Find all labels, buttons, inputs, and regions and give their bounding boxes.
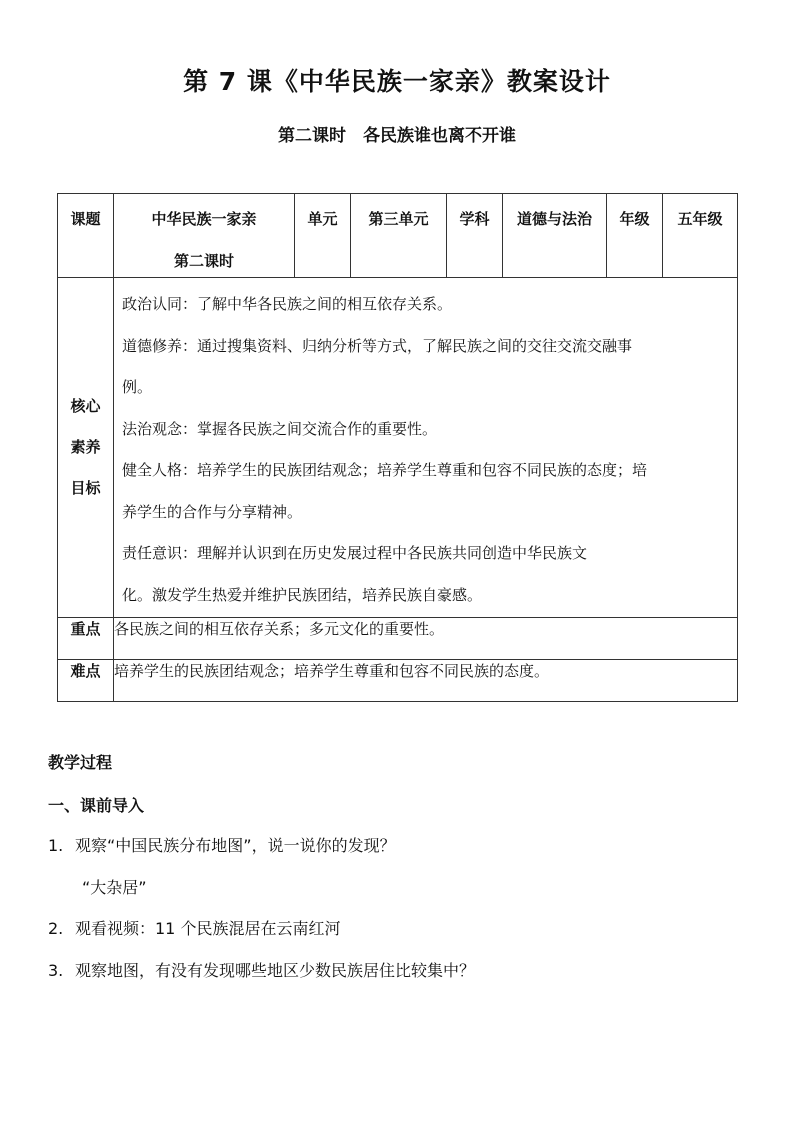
list-text: 观察“中国民族分布地图”，说一说你的发现？ bbox=[75, 836, 396, 855]
list-text: 观看视频：11 个民族混居在云南红河 bbox=[75, 919, 341, 938]
list-text: 观察地图，有没有发现哪些地区少数民族居住比较集中？ bbox=[75, 961, 476, 980]
course-name-line-2: 第二课时 bbox=[173, 252, 234, 270]
header-row bbox=[58, 194, 738, 278]
key-point-row bbox=[58, 618, 738, 660]
list-item bbox=[48, 833, 396, 856]
difficulty-text: 培养学生的民族团结观念；培养学生尊重和包容不同民族的态度。 bbox=[114, 660, 738, 702]
unit-value-cell: 第三单元 bbox=[351, 194, 447, 278]
section-heading-intro: 一、课前导入 bbox=[48, 796, 145, 815]
course-name-line-1: 中华民族一家亲 bbox=[151, 210, 257, 228]
core-literacy-row bbox=[58, 278, 738, 618]
list-item bbox=[48, 916, 340, 939]
core-line: 化。激发学生热爱并维护民族团结，培养民族自豪感。 bbox=[122, 585, 483, 604]
key-point-label: 重点 bbox=[58, 618, 114, 660]
list-number: 2. bbox=[48, 919, 64, 938]
list-item bbox=[82, 875, 147, 898]
list-number: 1. bbox=[48, 836, 64, 855]
page-subtitle: 第二课时 各民族谁也离不开谁 bbox=[278, 126, 516, 146]
core-literacy-content bbox=[114, 278, 738, 618]
core-line: 例。 bbox=[122, 378, 153, 396]
grade-value-cell: 五年级 bbox=[663, 194, 738, 278]
subject-value-cell: 道德与法治 bbox=[503, 194, 607, 278]
course-label-cell: 课题 bbox=[58, 194, 114, 278]
list-item bbox=[48, 958, 475, 981]
course-name-cell bbox=[114, 194, 295, 278]
page-title: 第 7 课《中华民族一家亲》教案设计 bbox=[183, 67, 611, 96]
list-number: 3. bbox=[48, 961, 64, 980]
grade-label-cell: 年级 bbox=[607, 194, 663, 278]
difficulty-row bbox=[58, 660, 738, 702]
key-point-text: 各民族之间的相互依存关系；多元文化的重要性。 bbox=[114, 618, 738, 660]
teaching-process-heading: 教学过程 bbox=[48, 753, 113, 772]
core-line: 责任意识：理解并认识到在历史发展过程中各民族共同创造中华民族文 bbox=[122, 544, 588, 562]
difficulty-label: 难点 bbox=[58, 660, 114, 702]
lesson-info-table bbox=[57, 193, 738, 702]
list-text: “大杂居” bbox=[82, 878, 147, 897]
core-line: 养学生的合作与分享精神。 bbox=[122, 502, 303, 521]
subject-label-cell: 学科 bbox=[447, 194, 503, 278]
core-line: 法治观念：掌握各民族之间交流合作的重要性。 bbox=[122, 419, 438, 438]
core-line: 政治认同：了解中华各民族之间的相互依存关系。 bbox=[122, 295, 453, 313]
unit-label-cell: 单元 bbox=[295, 194, 351, 278]
core-literacy-label: 核心 素养 目标 bbox=[58, 278, 114, 618]
core-line: 健全人格：培养学生的民族团结观念；培养学生尊重和包容不同民族的态度；培 bbox=[122, 461, 648, 479]
core-line: 道德修养：通过搜集资料、归纳分析等方式，了解民族之间的交往交流交融事 bbox=[122, 336, 633, 355]
